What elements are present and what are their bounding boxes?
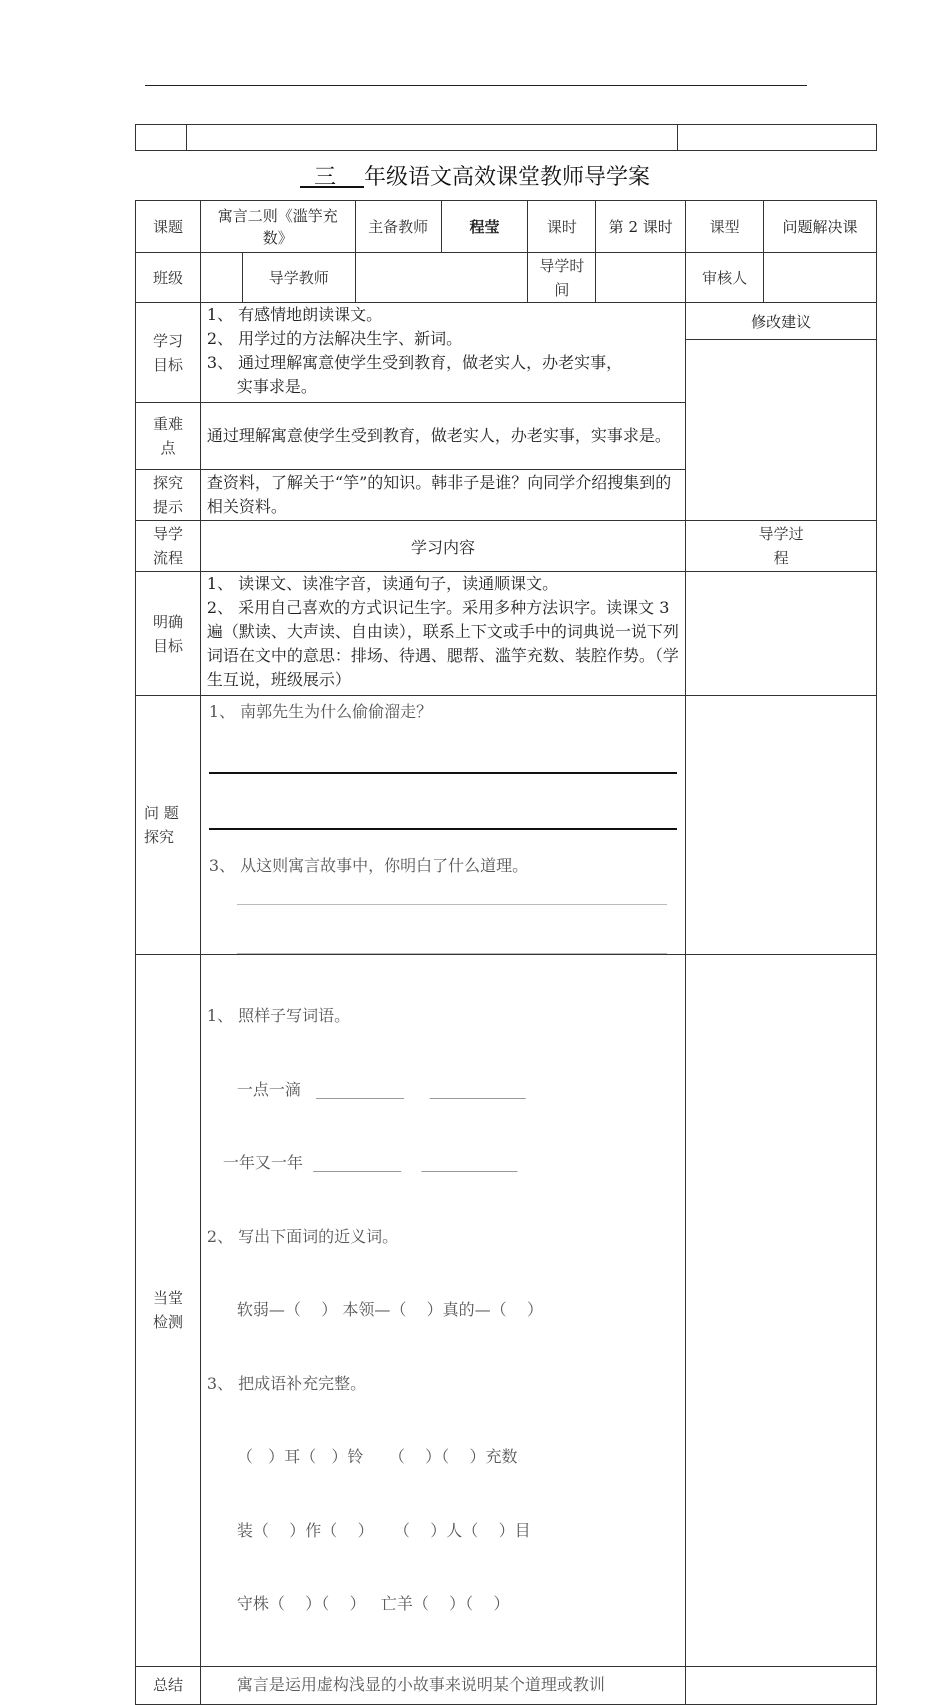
suggest-cell	[686, 340, 877, 521]
guide-time-label: 导学时间	[528, 253, 596, 303]
process-cell	[686, 696, 877, 955]
type-value: 问题解决课	[764, 201, 877, 253]
inquiry-question-1: 1、 南郭先生为什么偷偷溜走？	[208, 702, 433, 721]
blank-cell	[136, 125, 187, 151]
page-title	[0, 160, 950, 191]
period-label: 课时	[528, 201, 596, 253]
lead-teacher-value: 程莹	[441, 201, 528, 253]
check-line: 装（ ）作（ ） （ ）人（ ）目	[236, 1520, 531, 1540]
clear-goals-label: 明确目标	[136, 572, 201, 696]
inquiry-label: 问 题探究	[136, 696, 201, 955]
check-line: 守株（ ）（ ） 亡羊（ ）（ ）	[236, 1594, 510, 1613]
goals-content	[200, 303, 685, 403]
key-points-text: 通过理解寓意使学生受到教育，做老实人，办老实事，实事求是。	[200, 403, 685, 470]
check-line: 软弱—（ ） 本领—（ ）真的—（ ）	[236, 1300, 544, 1319]
topic-label: 课题	[136, 201, 201, 253]
check-line: （ ）耳（ ）铃 （ ）（ ）充数	[236, 1447, 518, 1466]
title-text: 年级语文高效课堂教师导学案	[363, 165, 650, 190]
guide-time-value	[596, 253, 686, 303]
type-label: 课型	[686, 201, 764, 253]
inquiry-content	[200, 696, 685, 955]
key-points-label: 重难点	[136, 403, 201, 470]
check-line: 2、 写出下面词的近义词。	[206, 1226, 399, 1246]
topic-value: 寓言二则《滥竽充数》	[200, 201, 355, 253]
period-value: 第 2 课时	[596, 201, 686, 253]
process-cell	[686, 955, 877, 1667]
summary-text: 寓言是运用虚构浅显的小故事来说明某个道理或教训	[200, 1666, 685, 1704]
clear-goal-line: 1、 读课文、读准字音，读通句子，读通顺课文。	[206, 574, 559, 593]
header-rule	[145, 85, 807, 86]
clear-goals-content	[200, 572, 685, 696]
guide-teacher-label: 导学教师	[242, 253, 355, 303]
check-content	[200, 955, 685, 1667]
goal-item: 2、 用学过的方法解决生字、新词。	[206, 329, 463, 348]
title-grade: 三	[313, 165, 336, 190]
top-blank-table	[135, 124, 877, 151]
goal-item: 3、 通过理解寓意使学生受到教育，做老实人，办老实事，	[206, 353, 623, 372]
process-label: 导学过程	[686, 521, 877, 572]
process-cell	[686, 1666, 877, 1704]
class-value	[200, 253, 242, 303]
goals-label: 学习目标	[136, 303, 201, 403]
flow-label: 导学流程	[136, 521, 201, 572]
goal-item: 1、 有感情地朗读课文。	[206, 305, 383, 324]
process-cell	[686, 572, 877, 696]
clear-goal-line: 2、 采用自己喜欢的方式识记生字。采用多种方法识字。读课文 3 遍（默读、大声读、自由读），联系上下文或手中的词典说一说下列词语在文中的意思：排场、待遇、腮帮、滥竽充数、装腔作势。（学生互说，班级展示）	[206, 598, 679, 689]
class-label: 班级	[136, 253, 201, 303]
check-line: 一年又一年 ___________ ____________	[222, 1153, 518, 1172]
content-label: 学习内容	[200, 521, 685, 572]
explore-hint-label: 探究提示	[136, 470, 201, 521]
check-label: 当堂检测	[136, 955, 201, 1667]
blank-cell	[678, 125, 877, 151]
goal-item: 实事求是。	[236, 377, 317, 396]
suggest-label: 修改建议	[686, 303, 877, 340]
reviewer-label: 审核人	[686, 253, 764, 303]
lead-teacher-label: 主备教师	[355, 201, 441, 253]
guide-teacher-value	[355, 253, 528, 303]
check-line: 3、 把成语补充完整。	[206, 1373, 367, 1393]
lesson-plan-table	[135, 200, 877, 1705]
summary-label: 总结	[136, 1666, 201, 1704]
inquiry-question-3: 3、 从这则寓言故事中，你明白了什么道理。	[208, 856, 529, 875]
reviewer-value	[764, 253, 877, 303]
check-line: 一点一滴 ___________ ____________	[236, 1079, 526, 1099]
explore-hint-text: 查资料，了解关于“竽”的知识。韩非子是谁？向同学介绍搜集到的相关资料。	[200, 470, 685, 521]
blank-cell	[187, 125, 678, 151]
check-line: 1、 照样子写词语。	[206, 1006, 351, 1025]
